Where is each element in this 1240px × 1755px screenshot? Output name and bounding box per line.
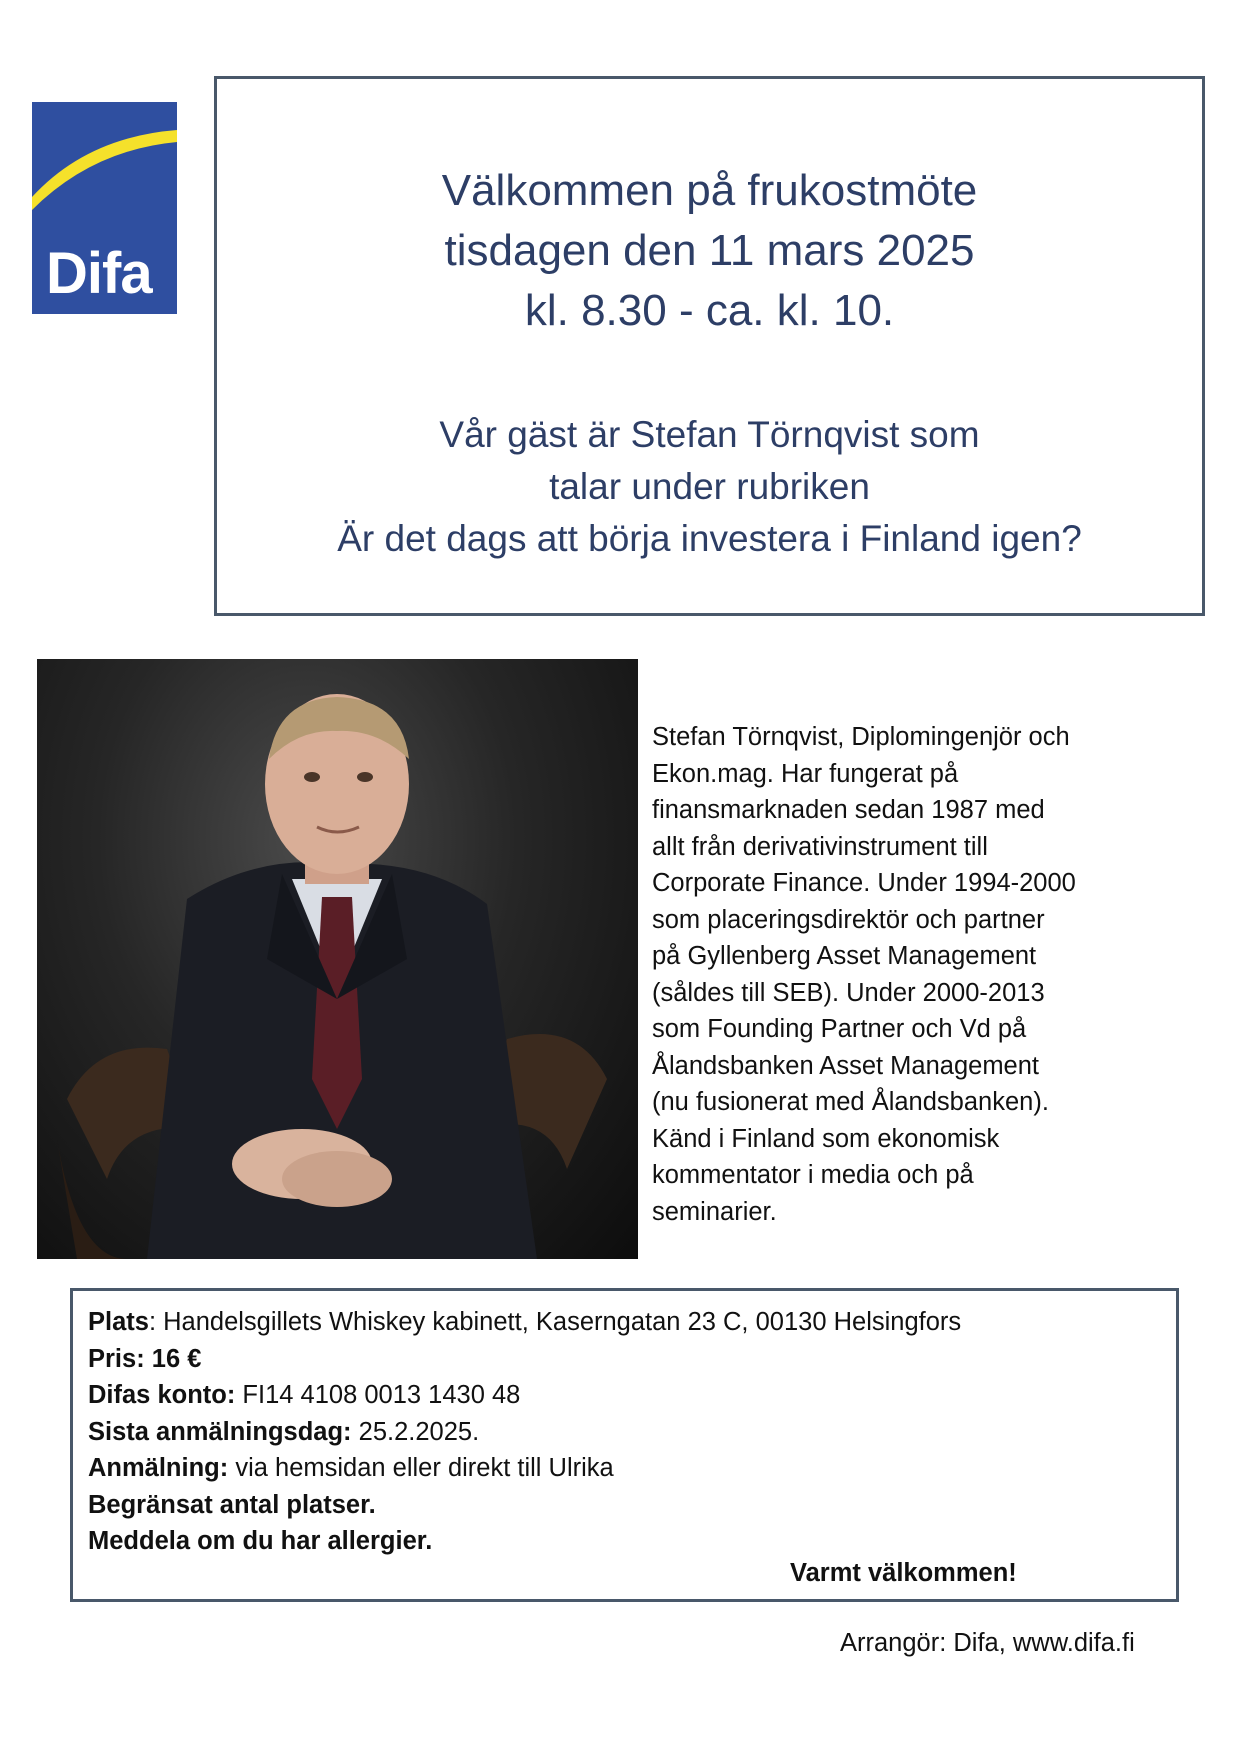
welcome-text: Varmt välkommen! [790, 1559, 1017, 1587]
guest-announcement [217, 409, 1202, 565]
bio-line: Ålandsbanken Asset Management [652, 1051, 1040, 1080]
bio-line: som placeringsdirektör och partner [652, 905, 1045, 934]
difa-logo [32, 102, 177, 314]
account-value: FI14 4108 0013 1430 48 [235, 1381, 521, 1409]
guest-line: Vår gäst är Stefan Törnqvist som [439, 414, 980, 455]
limited-seats-row [88, 1487, 961, 1524]
deadline-row [88, 1414, 961, 1451]
limited-seats-text: Begränsat antal platser. [88, 1490, 376, 1519]
price-label: Pris: 16 € [88, 1344, 202, 1373]
speaker-bio [652, 719, 1122, 1230]
bio-line: Ekon.mag. Har fungerat på [652, 759, 959, 788]
bio-line: seminarier. [652, 1197, 777, 1226]
invitation-box [214, 76, 1205, 616]
venue-row [88, 1304, 961, 1341]
headline-line: tisdagen den 11 mars 2025 [444, 226, 975, 275]
headline-line: kl. 8.30 - ca. kl. 10. [524, 286, 895, 335]
venue-label: Plats [88, 1308, 149, 1336]
guest-line: Är det dags att börja investera i Finland igen? [337, 518, 1082, 559]
deadline-value: 25.2.2025. [351, 1417, 480, 1446]
bio-line: Känd i Finland som ekonomisk [652, 1124, 1000, 1153]
allergies-text: Meddela om du har allergier. [88, 1527, 433, 1555]
headline-line: Välkommen på frukostmöte [441, 166, 978, 215]
bio-line: (nu fusionerat med Ålandsbanken). [652, 1088, 1049, 1116]
bio-line: på Gyllenberg Asset Management [652, 942, 1037, 970]
bio-line: kommentator i media och på [652, 1161, 974, 1189]
bio-line: finansmarknaden sedan 1987 med [652, 796, 1045, 824]
allergies-row [88, 1523, 961, 1560]
bio-line: Stefan Törnqvist, Diplomingenjör och [652, 723, 1070, 751]
logo-wordmark: Difa [46, 241, 152, 306]
bio-line: Corporate Finance. Under 1994-2000 [652, 869, 1076, 897]
guest-line: talar under rubriken [549, 466, 870, 507]
speaker-photo [37, 659, 638, 1259]
registration-label: Anmälning: [88, 1454, 229, 1482]
speaker-portrait-illustration [37, 659, 638, 1259]
bio-line: (såldes till SEB). Under 2000-2013 [652, 978, 1045, 1007]
price-row [88, 1341, 961, 1378]
bio-line: allt från derivativinstrument till [652, 832, 988, 861]
account-label: Difas konto: [88, 1381, 236, 1409]
registration-row [88, 1450, 961, 1487]
registration-value: via hemsidan eller direkt till Ulrika [228, 1454, 614, 1482]
venue-value: : Handelsgillets Whiskey kabinett, Kaserngatan 23 C, 00130 Helsingfors [148, 1308, 962, 1336]
deadline-label: Sista anmälningsdag: [88, 1417, 352, 1446]
bio-line: som Founding Partner och Vd på [652, 1015, 1027, 1043]
event-details [88, 1304, 961, 1560]
event-headline [217, 161, 1202, 341]
organizer-footer: Arrangör: Difa, www.difa.fi [840, 1629, 1135, 1657]
account-row [88, 1377, 961, 1414]
event-details-box [70, 1288, 1179, 1602]
